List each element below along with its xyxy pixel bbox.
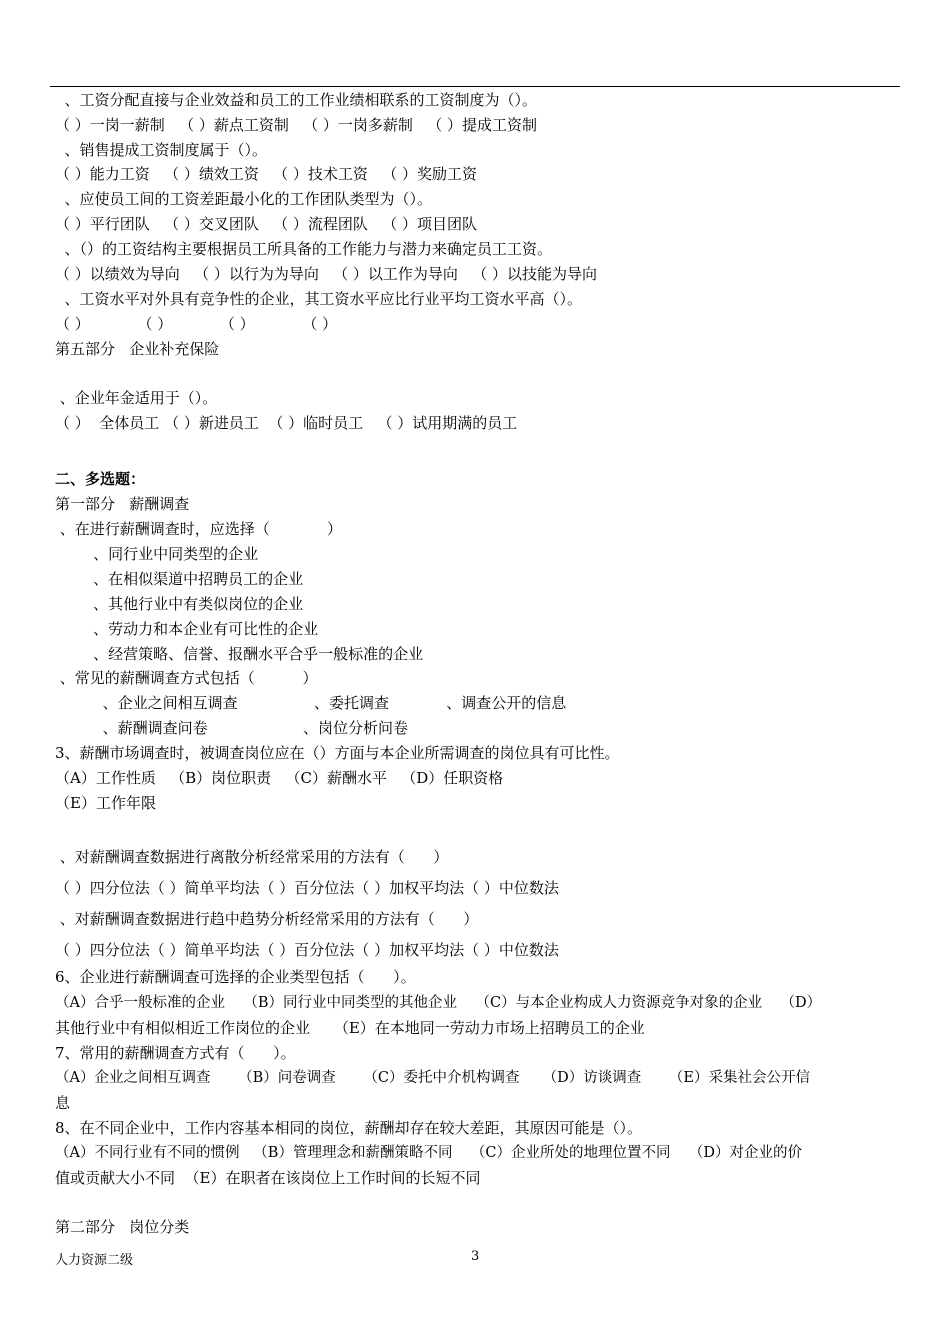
q3-options: （ ）平行团队 （ ）交叉团队 （ ）流程团队 （ ）项目团队 [55,215,477,233]
footer-label: 人力资源二级 [55,1253,134,1268]
mq3-options-row1: （A）工作性质 （B）岗位职责 （C）薪酬水平 （D）任职资格 [55,769,504,787]
q1-question: 、工资分配直接与企业效益和员工的工作业绩相联系的工资制度为（）。 [55,91,538,109]
top-rule [50,86,900,87]
mq8-options-row2: 值或贡献大小不同 （E）在职者在该岗位上工作时间的长短不同 [55,1169,481,1187]
mq1-question: 、在进行薪酬调查时，应选择（ ） [55,520,342,538]
mq7-options-row2: 息 [55,1094,71,1112]
q2-options: （ ）能力工资 （ ）绩效工资 （ ）技术工资 （ ）奖励工资 [55,165,477,183]
q2-question: 、销售提成工资制度属于（）。 [55,141,268,159]
mq1-option-d: 、劳动力和本企业有可比性的企业 [55,620,319,638]
q6-question: 、企业年金适用于（）。 [55,389,218,407]
section-heading-part1: 第一部分 薪酬调查 [55,495,190,513]
mq5-options: （ ）四分位法（ ）简单平均法（ ）百分位法（ ）加权平均法（ ）中位数法 [55,941,559,959]
mq6-options-row2: 其他行业中有相似相近工作岗位的企业 （E）在本地同一劳动力市场上招聘员工的企业 [55,1019,645,1037]
q4-options: （ ）以绩效为导向 （ ）以行为为导向 （ ）以工作为导向 （ ）以技能为导向 [55,265,597,283]
mq3-options-row2: （E）工作年限 [55,794,156,812]
section-heading-multiple-choice: 二、多选题： [55,470,146,488]
q3-question: 、应使员工间的工资差距最小化的工作团队类型为（）。 [55,190,433,208]
q5-question: 、工资水平对外具有竞争性的企业，其工资水平应比行业平均工资水平高（）。 [55,290,583,308]
mq7-options-row1: （A）企业之间相互调查 （B）问卷调查 （C）委托中介机构调查 （D）访谈调查 （E）采集社会公开信 [55,1070,810,1086]
mq8-question: 8、在不同企业中，工作内容基本相同的岗位，薪酬却存在较大差距，其原因可能是（）。 [55,1119,643,1137]
section-heading-part5: 第五部分 企业补充保险 [55,340,220,358]
mq4-question: 、对薪酬调查数据进行离散分析经常采用的方法有（ ） [55,848,449,866]
section-heading-part2: 第二部分 岗位分类 [55,1218,190,1236]
mq1-option-e: 、经营策略、信誉、报酬水平合乎一般标准的企业 [55,645,424,663]
page-number: 3 [471,1249,480,1264]
mq3-question: 3、薪酬市场调查时，被调查岗位应在（）方面与本企业所需调查的岗位具有可比性。 [55,744,620,762]
mq1-option-c: 、其他行业中有类似岗位的企业 [55,595,304,613]
mq7-question: 7、常用的薪酬调查方式有（ ）。 [55,1044,296,1062]
mq2-options-row1: 、企业之间相互调查 、委托调查 、调查公开的信息 [55,694,567,712]
mq8-options-row1: （A）不同行业有不同的惯例 （B）管理理念和薪酬策略不同 （C）企业所处的地理位置不同 （D）对企业的价 [55,1145,803,1161]
q4-question: 、（）的工资结构主要根据员工所具备的工作能力与潜力来确定员工工资。 [55,240,553,258]
mq6-question: 6、企业进行薪酬调查可选择的企业类型包括（ ）。 [55,968,416,986]
mq6-options-row1: （A）合乎一般标准的企业 （B）同行业中同类型的其他企业 （C）与本企业构成人力资源竞争对象的企业 （D） [55,995,822,1011]
q1-options: （ ）一岗一薪制 （ ）薪点工资制 （ ）一岗多薪制 （ ）提成工资制 [55,116,537,134]
mq5-question: 、对薪酬调查数据进行趋中趋势分析经常采用的方法有（ ） [55,910,479,928]
mq1-option-a: 、同行业中同类型的企业 [55,545,259,563]
mq2-question: 、常见的薪酬调查方式包括（ ） [55,669,318,687]
mq1-option-b: 、在相似渠道中招聘员工的企业 [55,570,304,588]
q5-options: （ ） （ ） （ ） （ ） [55,315,338,333]
q6-options: （ ） 全体员工 （ ）新进员工 （ ）临时员工 （ ）试用期满的员工 [55,414,518,432]
mq4-options: （ ）四分位法（ ）简单平均法（ ）百分位法（ ）加权平均法（ ）中位数法 [55,879,559,897]
mq2-options-row2: 、薪酬调查问卷 、岗位分析问卷 [55,719,409,737]
